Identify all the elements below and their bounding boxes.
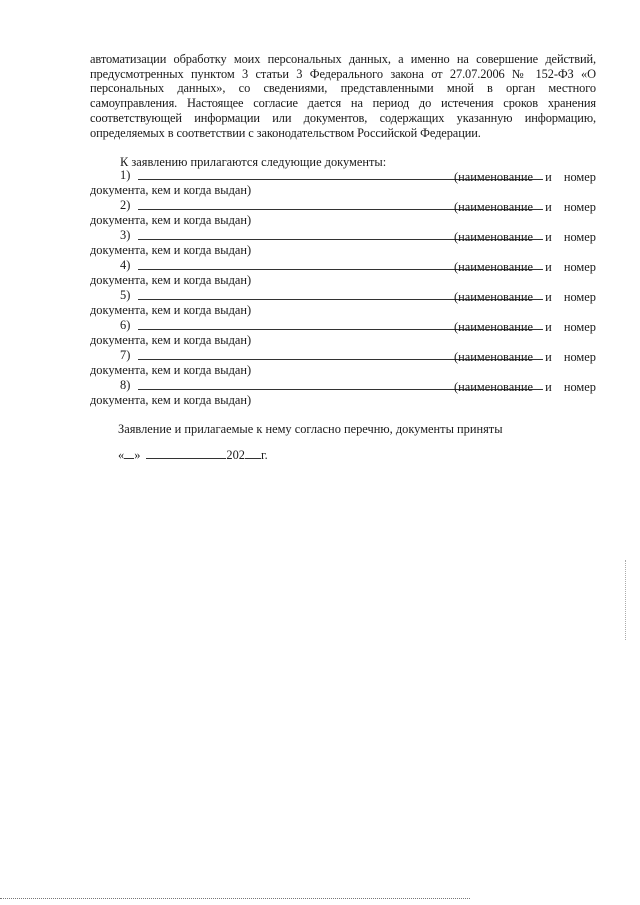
item-description-cont: документа, кем и когда выдан) bbox=[90, 183, 252, 197]
item-description bbox=[454, 170, 596, 185]
desc-word: и bbox=[545, 380, 552, 394]
month-blank bbox=[146, 448, 226, 459]
attachment-item bbox=[90, 378, 596, 408]
item-description-cont: документа, кем и когда выдан) bbox=[90, 243, 252, 257]
item-number: 8) bbox=[120, 378, 131, 392]
date-close-quote: » bbox=[134, 448, 141, 462]
item-description-cont: документа, кем и когда выдан) bbox=[90, 333, 252, 347]
item-number: 2) bbox=[120, 198, 131, 212]
desc-word: (наименование bbox=[454, 260, 534, 274]
desc-word: и bbox=[545, 170, 552, 184]
item-description bbox=[454, 320, 596, 335]
desc-word: (наименование bbox=[454, 200, 534, 214]
item-description-cont: документа, кем и когда выдан) bbox=[90, 273, 252, 287]
year-prefix: 202 bbox=[226, 448, 245, 462]
paragraph-line: самоуправления. Настоящее согласие дается на период до истечения сроков хранения bbox=[90, 96, 596, 111]
attachment-item bbox=[90, 348, 596, 378]
item-description bbox=[454, 230, 596, 245]
desc-word: (наименование bbox=[454, 350, 534, 364]
date-open-quote: « bbox=[118, 448, 125, 462]
desc-word: номер bbox=[563, 230, 596, 244]
desc-word: номер bbox=[563, 320, 596, 334]
item-number: 4) bbox=[120, 258, 131, 272]
item-description-cont: документа, кем и когда выдан) bbox=[90, 213, 252, 227]
item-description bbox=[454, 380, 596, 395]
year-blank bbox=[245, 448, 261, 459]
desc-word: номер bbox=[563, 350, 596, 364]
item-number: 5) bbox=[120, 288, 131, 302]
item-description-cont: документа, кем и когда выдан) bbox=[90, 363, 252, 377]
consent-paragraph bbox=[90, 52, 596, 140]
paragraph-line: соответствующей информации или документов, содержащих указанную информацию, bbox=[90, 110, 596, 125]
desc-word: и bbox=[545, 260, 552, 274]
item-number: 7) bbox=[120, 348, 131, 362]
attachment-item bbox=[90, 258, 596, 288]
item-description bbox=[454, 260, 596, 275]
desc-word: и bbox=[545, 200, 552, 214]
item-description bbox=[454, 350, 596, 365]
acceptance-statement: Заявление и прилагаемые к нему согласно перечню, документы приняты bbox=[118, 422, 503, 436]
desc-word: номер bbox=[563, 170, 596, 184]
desc-word: номер bbox=[563, 380, 596, 394]
desc-word: и bbox=[545, 230, 552, 244]
year-suffix: г. bbox=[261, 448, 268, 462]
paragraph-line: персональных данных», со сведениями, представленными мной в орган местного bbox=[90, 81, 596, 96]
attachment-item bbox=[90, 198, 596, 228]
desc-word: (наименование bbox=[454, 290, 534, 304]
item-description bbox=[454, 200, 596, 215]
day-blank bbox=[124, 448, 134, 459]
attachment-item bbox=[90, 288, 596, 318]
desc-word: номер bbox=[563, 260, 596, 274]
desc-word: номер bbox=[563, 290, 596, 304]
paragraph-line: определяемых в соответствии с законодательством Российской Федерации. bbox=[90, 125, 481, 140]
desc-word: (наименование bbox=[454, 230, 534, 244]
scan-edge-line bbox=[0, 898, 470, 899]
scan-artifact bbox=[625, 560, 626, 640]
desc-word: (наименование bbox=[454, 380, 534, 394]
attachment-item bbox=[90, 168, 596, 198]
attachment-item bbox=[90, 228, 596, 258]
item-number: 6) bbox=[120, 318, 131, 332]
acceptance-date bbox=[118, 448, 268, 463]
desc-word: и bbox=[545, 320, 552, 334]
attachment-item bbox=[90, 318, 596, 348]
paragraph-line: автоматизации обработку моих персональных данных, а именно на совершение действий, bbox=[90, 52, 596, 66]
item-number: 1) bbox=[120, 168, 131, 182]
desc-word: (наименование bbox=[454, 170, 534, 184]
item-description-cont: документа, кем и когда выдан) bbox=[90, 393, 252, 407]
desc-word: и bbox=[545, 290, 552, 304]
item-number: 3) bbox=[120, 228, 131, 242]
desc-word: и bbox=[545, 350, 552, 364]
item-description-cont: документа, кем и когда выдан) bbox=[90, 303, 252, 317]
item-description bbox=[454, 290, 596, 305]
paragraph-line: предусмотренных пунктом 3 статьи 3 Федерального закона от 27.07.2006 № 152-ФЗ «О bbox=[90, 66, 596, 81]
desc-word: (наименование bbox=[454, 320, 534, 334]
desc-word: номер bbox=[563, 200, 596, 214]
attachments-intro: К заявлению прилагаются следующие документы: bbox=[120, 155, 387, 169]
